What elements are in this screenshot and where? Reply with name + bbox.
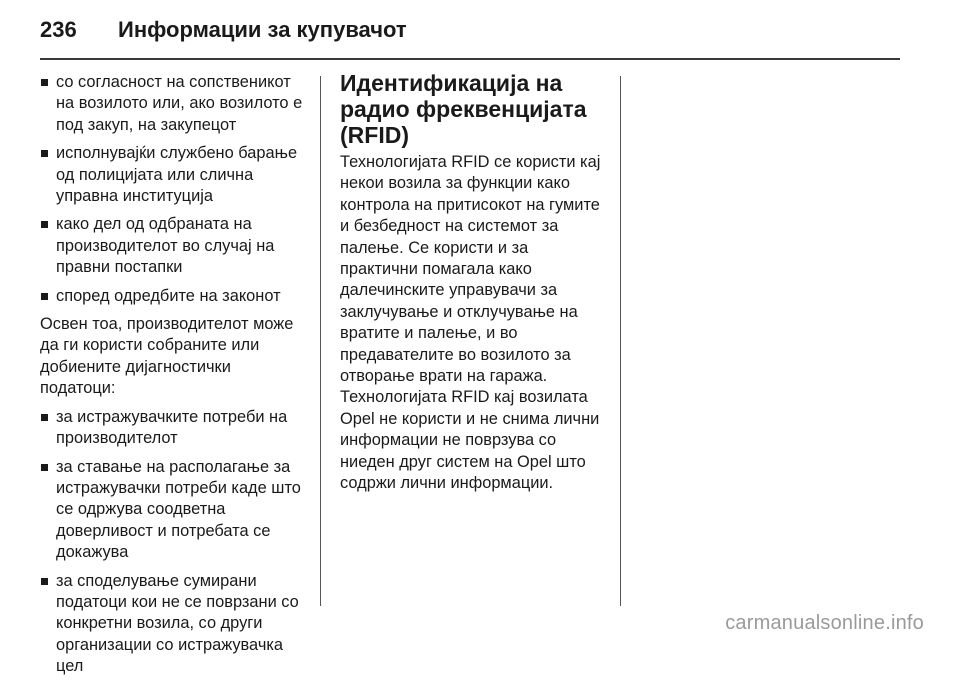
watermark: carmanualsonline.info — [725, 612, 924, 634]
list-item — [40, 286, 308, 307]
square-bullet-icon — [41, 578, 48, 585]
list-item — [40, 571, 308, 678]
list-item — [40, 457, 308, 564]
square-bullet-icon — [41, 464, 48, 471]
list-item-text: според одредбите на законот — [56, 286, 281, 305]
page-number: 236 — [40, 17, 77, 42]
column-divider — [320, 76, 321, 606]
column-divider — [620, 76, 621, 606]
square-bullet-icon — [41, 79, 48, 86]
left-column — [40, 72, 308, 685]
list-item-text: за истражувачките потреби на производителот — [56, 407, 288, 448]
list-item — [40, 72, 308, 136]
square-bullet-icon — [41, 293, 48, 300]
square-bullet-icon — [41, 221, 48, 228]
body-paragraph: Технологијата RFID се користи кај некои возила за функции како контрола на притисокот на гумите и безбедност на системот за палење. Се користи и за практични помагала како далечинските управувачи за заклучување и отклучување на вратите и палење, и во предавателите во возилото за отворање врати на гаража. Технологијата RFID кај возилата Opel не користи и не снима лични информации не поврзува со ниеден друг систем на Opel што содржи лични информации. — [340, 153, 601, 493]
square-bullet-icon — [41, 414, 48, 421]
list-item — [40, 407, 308, 450]
list-item-text: со согласност на сопственикот на возилото или, ако возилото е под закуп, на закупецот — [56, 73, 303, 134]
header-rule — [40, 58, 900, 60]
square-bullet-icon — [41, 150, 48, 157]
list-item — [40, 214, 308, 278]
body-paragraph: Освен тоа, производителот може да ги користи собраните или добиените дијагностички податоци: — [40, 315, 294, 398]
list-item-text: како дел од одбраната на производителот во случај на правни постапки — [56, 215, 275, 277]
bullet-list-disclosure — [40, 72, 308, 307]
list-item-text: за споделување сумирани податоци кои не се поврзани со конкретни возила, со други организации со истражувачка цел — [56, 571, 299, 676]
list-item-text: исполнувајќи службено барање од полицијата или слична управна институција — [56, 144, 298, 206]
section-heading: Идентификација на радио фреквенцијата (RFID) — [340, 70, 587, 148]
middle-column — [340, 72, 608, 502]
list-item-text: за ставање на располагање за истражувачки потреби каде што се одржува соодветна доверливост и потребата се докажува — [56, 457, 301, 562]
bullet-list-usage — [40, 407, 308, 678]
page-header — [40, 10, 407, 50]
list-item — [40, 143, 308, 207]
page-title: Информации за купувачот — [118, 17, 407, 42]
